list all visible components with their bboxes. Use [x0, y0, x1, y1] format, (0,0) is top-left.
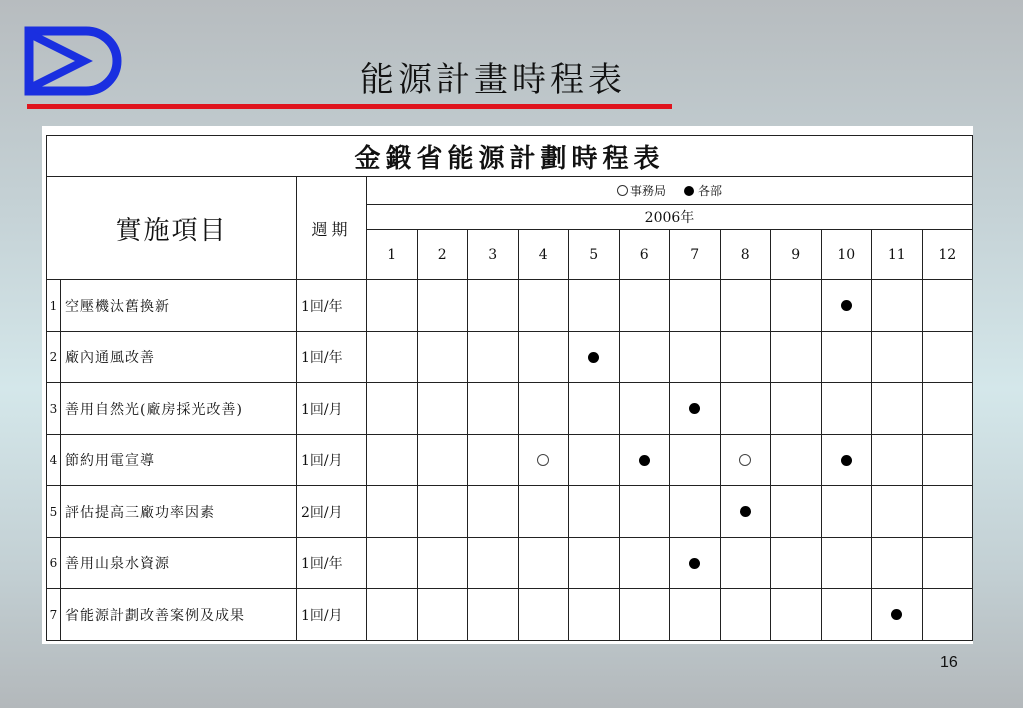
- schedule-cell: [417, 434, 468, 486]
- schedule-cell: [670, 589, 721, 641]
- schedule-cell: [670, 537, 721, 589]
- schedule-cell: [417, 383, 468, 435]
- table-row: [47, 537, 973, 589]
- schedule-cell: [771, 589, 822, 641]
- schedule-cell: [720, 383, 771, 435]
- filled-circle-icon: [689, 558, 700, 569]
- schedule-cell: [771, 434, 822, 486]
- schedule-cell: [367, 589, 418, 641]
- table-row: [47, 280, 973, 332]
- table-main-title: 金鍛省能源計劃時程表: [47, 136, 973, 177]
- row-number: 6: [47, 537, 61, 589]
- schedule-cell: [569, 434, 620, 486]
- row-item: 善用自然光(廠房採光改善): [61, 383, 297, 435]
- filled-circle-icon: [588, 352, 599, 363]
- schedule-cell: [922, 280, 973, 332]
- table-row: [47, 486, 973, 538]
- schedule-cell: [468, 486, 519, 538]
- filled-circle-icon: [689, 403, 700, 414]
- row-frequency: 1回/年: [297, 331, 367, 383]
- schedule-cell: [417, 537, 468, 589]
- schedule-cell: [518, 537, 569, 589]
- table-row: [47, 589, 973, 641]
- row-item: 評估提高三廠功率因素: [61, 486, 297, 538]
- row-number: 4: [47, 434, 61, 486]
- schedule-cell: [821, 331, 872, 383]
- month-header-1: 1: [367, 229, 418, 280]
- schedule-cell: [569, 589, 620, 641]
- schedule-cell: [872, 331, 923, 383]
- schedule-cell: [771, 331, 822, 383]
- schedule-cell: [367, 280, 418, 332]
- schedule-cell: [569, 486, 620, 538]
- schedule-cell: [922, 537, 973, 589]
- month-header-11: 11: [872, 229, 923, 280]
- table-row: [47, 434, 973, 486]
- schedule-cell: [872, 434, 923, 486]
- schedule-cell: [670, 434, 721, 486]
- schedule-cell: [771, 383, 822, 435]
- filled-circle-icon: [891, 609, 902, 620]
- row-item: 空壓機汰舊換新: [61, 280, 297, 332]
- schedule-cell: [367, 383, 418, 435]
- schedule-cell: [468, 589, 519, 641]
- open-circle-icon: [617, 185, 628, 196]
- schedule-cell: [417, 280, 468, 332]
- schedule-cell: [518, 486, 569, 538]
- month-header-3: 3: [468, 229, 519, 280]
- month-header-6: 6: [619, 229, 670, 280]
- table-row: [47, 383, 973, 435]
- schedule-cell: [367, 434, 418, 486]
- month-header-8: 8: [720, 229, 771, 280]
- row-frequency: 2回/月: [297, 486, 367, 538]
- row-item: 節約用電宣導: [61, 434, 297, 486]
- open-circle-icon: [537, 454, 549, 466]
- title-underline: [27, 104, 672, 109]
- month-header-9: 9: [771, 229, 822, 280]
- schedule-cell: [720, 486, 771, 538]
- row-frequency: 1回/月: [297, 383, 367, 435]
- month-header-5: 5: [569, 229, 620, 280]
- schedule-cell: [518, 383, 569, 435]
- schedule-cell: [619, 434, 670, 486]
- filled-circle-icon: [740, 506, 751, 517]
- schedule-cell: [417, 486, 468, 538]
- schedule-sheet: [42, 126, 973, 644]
- month-header-2: 2: [417, 229, 468, 280]
- schedule-table: [46, 135, 973, 641]
- schedule-cell: [922, 434, 973, 486]
- schedule-cell: [518, 589, 569, 641]
- schedule-cell: [720, 589, 771, 641]
- schedule-cell: [720, 331, 771, 383]
- row-number: 5: [47, 486, 61, 538]
- table-row: [47, 331, 973, 383]
- row-number: 1: [47, 280, 61, 332]
- schedule-cell: [720, 537, 771, 589]
- legend-open-label: 事務局: [629, 184, 666, 199]
- month-header-12: 12: [922, 229, 973, 280]
- month-header-10: 10: [821, 229, 872, 280]
- row-frequency: 1回/月: [297, 589, 367, 641]
- schedule-cell: [619, 589, 670, 641]
- schedule-cell: [771, 537, 822, 589]
- schedule-cell: [619, 331, 670, 383]
- schedule-cell: [468, 280, 519, 332]
- schedule-cell: [670, 280, 721, 332]
- schedule-cell: [821, 280, 872, 332]
- schedule-cell: [922, 589, 973, 641]
- legend: [367, 177, 973, 204]
- schedule-cell: [518, 434, 569, 486]
- schedule-cell: [619, 383, 670, 435]
- row-number: 2: [47, 331, 61, 383]
- schedule-cell: [821, 434, 872, 486]
- schedule-cell: [872, 486, 923, 538]
- schedule-cell: [922, 383, 973, 435]
- schedule-cell: [569, 383, 620, 435]
- schedule-cell: [720, 434, 771, 486]
- schedule-cell: [417, 589, 468, 641]
- filled-circle-icon: [639, 455, 650, 466]
- schedule-cell: [367, 537, 418, 589]
- row-item: 省能源計劃改善案例及成果: [61, 589, 297, 641]
- schedule-cell: [569, 331, 620, 383]
- schedule-cell: [720, 280, 771, 332]
- year-header: 2006年: [367, 204, 973, 229]
- row-item: 善用山泉水資源: [61, 537, 297, 589]
- schedule-cell: [872, 589, 923, 641]
- schedule-cell: [569, 537, 620, 589]
- schedule-cell: [518, 280, 569, 332]
- row-frequency: 1回/年: [297, 280, 367, 332]
- schedule-cell: [468, 537, 519, 589]
- schedule-cell: [922, 331, 973, 383]
- month-header-7: 7: [670, 229, 721, 280]
- schedule-cell: [771, 486, 822, 538]
- row-number: 7: [47, 589, 61, 641]
- filled-circle-icon: [684, 186, 694, 196]
- schedule-cell: [821, 589, 872, 641]
- filled-circle-icon: [841, 455, 852, 466]
- schedule-cell: [821, 486, 872, 538]
- schedule-cell: [619, 537, 670, 589]
- row-frequency: 1回/月: [297, 434, 367, 486]
- schedule-cell: [922, 486, 973, 538]
- schedule-cell: [670, 331, 721, 383]
- period-header: 週期: [297, 177, 367, 280]
- open-circle-icon: [739, 454, 751, 466]
- filled-circle-icon: [841, 300, 852, 311]
- schedule-cell: [872, 280, 923, 332]
- row-frequency: 1回/年: [297, 537, 367, 589]
- schedule-cell: [670, 383, 721, 435]
- schedule-cell: [468, 434, 519, 486]
- schedule-cell: [872, 537, 923, 589]
- schedule-cell: [619, 486, 670, 538]
- slide-title: 能源計畫時程表: [360, 60, 626, 100]
- schedule-cell: [518, 331, 569, 383]
- schedule-cell: [821, 383, 872, 435]
- company-logo-icon: [24, 26, 126, 96]
- schedule-cell: [569, 280, 620, 332]
- row-number: 3: [47, 383, 61, 435]
- schedule-cell: [468, 331, 519, 383]
- schedule-cell: [468, 383, 519, 435]
- schedule-cell: [670, 486, 721, 538]
- legend-filled-label: 各部: [698, 184, 723, 199]
- schedule-cell: [619, 280, 670, 332]
- schedule-cell: [417, 331, 468, 383]
- page-number: 16: [940, 654, 958, 671]
- schedule-cell: [367, 486, 418, 538]
- row-item: 廠內通風改善: [61, 331, 297, 383]
- month-header-4: 4: [518, 229, 569, 280]
- schedule-cell: [771, 280, 822, 332]
- schedule-cell: [367, 331, 418, 383]
- schedule-cell: [821, 537, 872, 589]
- schedule-cell: [872, 383, 923, 435]
- item-header: 實施項目: [47, 177, 297, 280]
